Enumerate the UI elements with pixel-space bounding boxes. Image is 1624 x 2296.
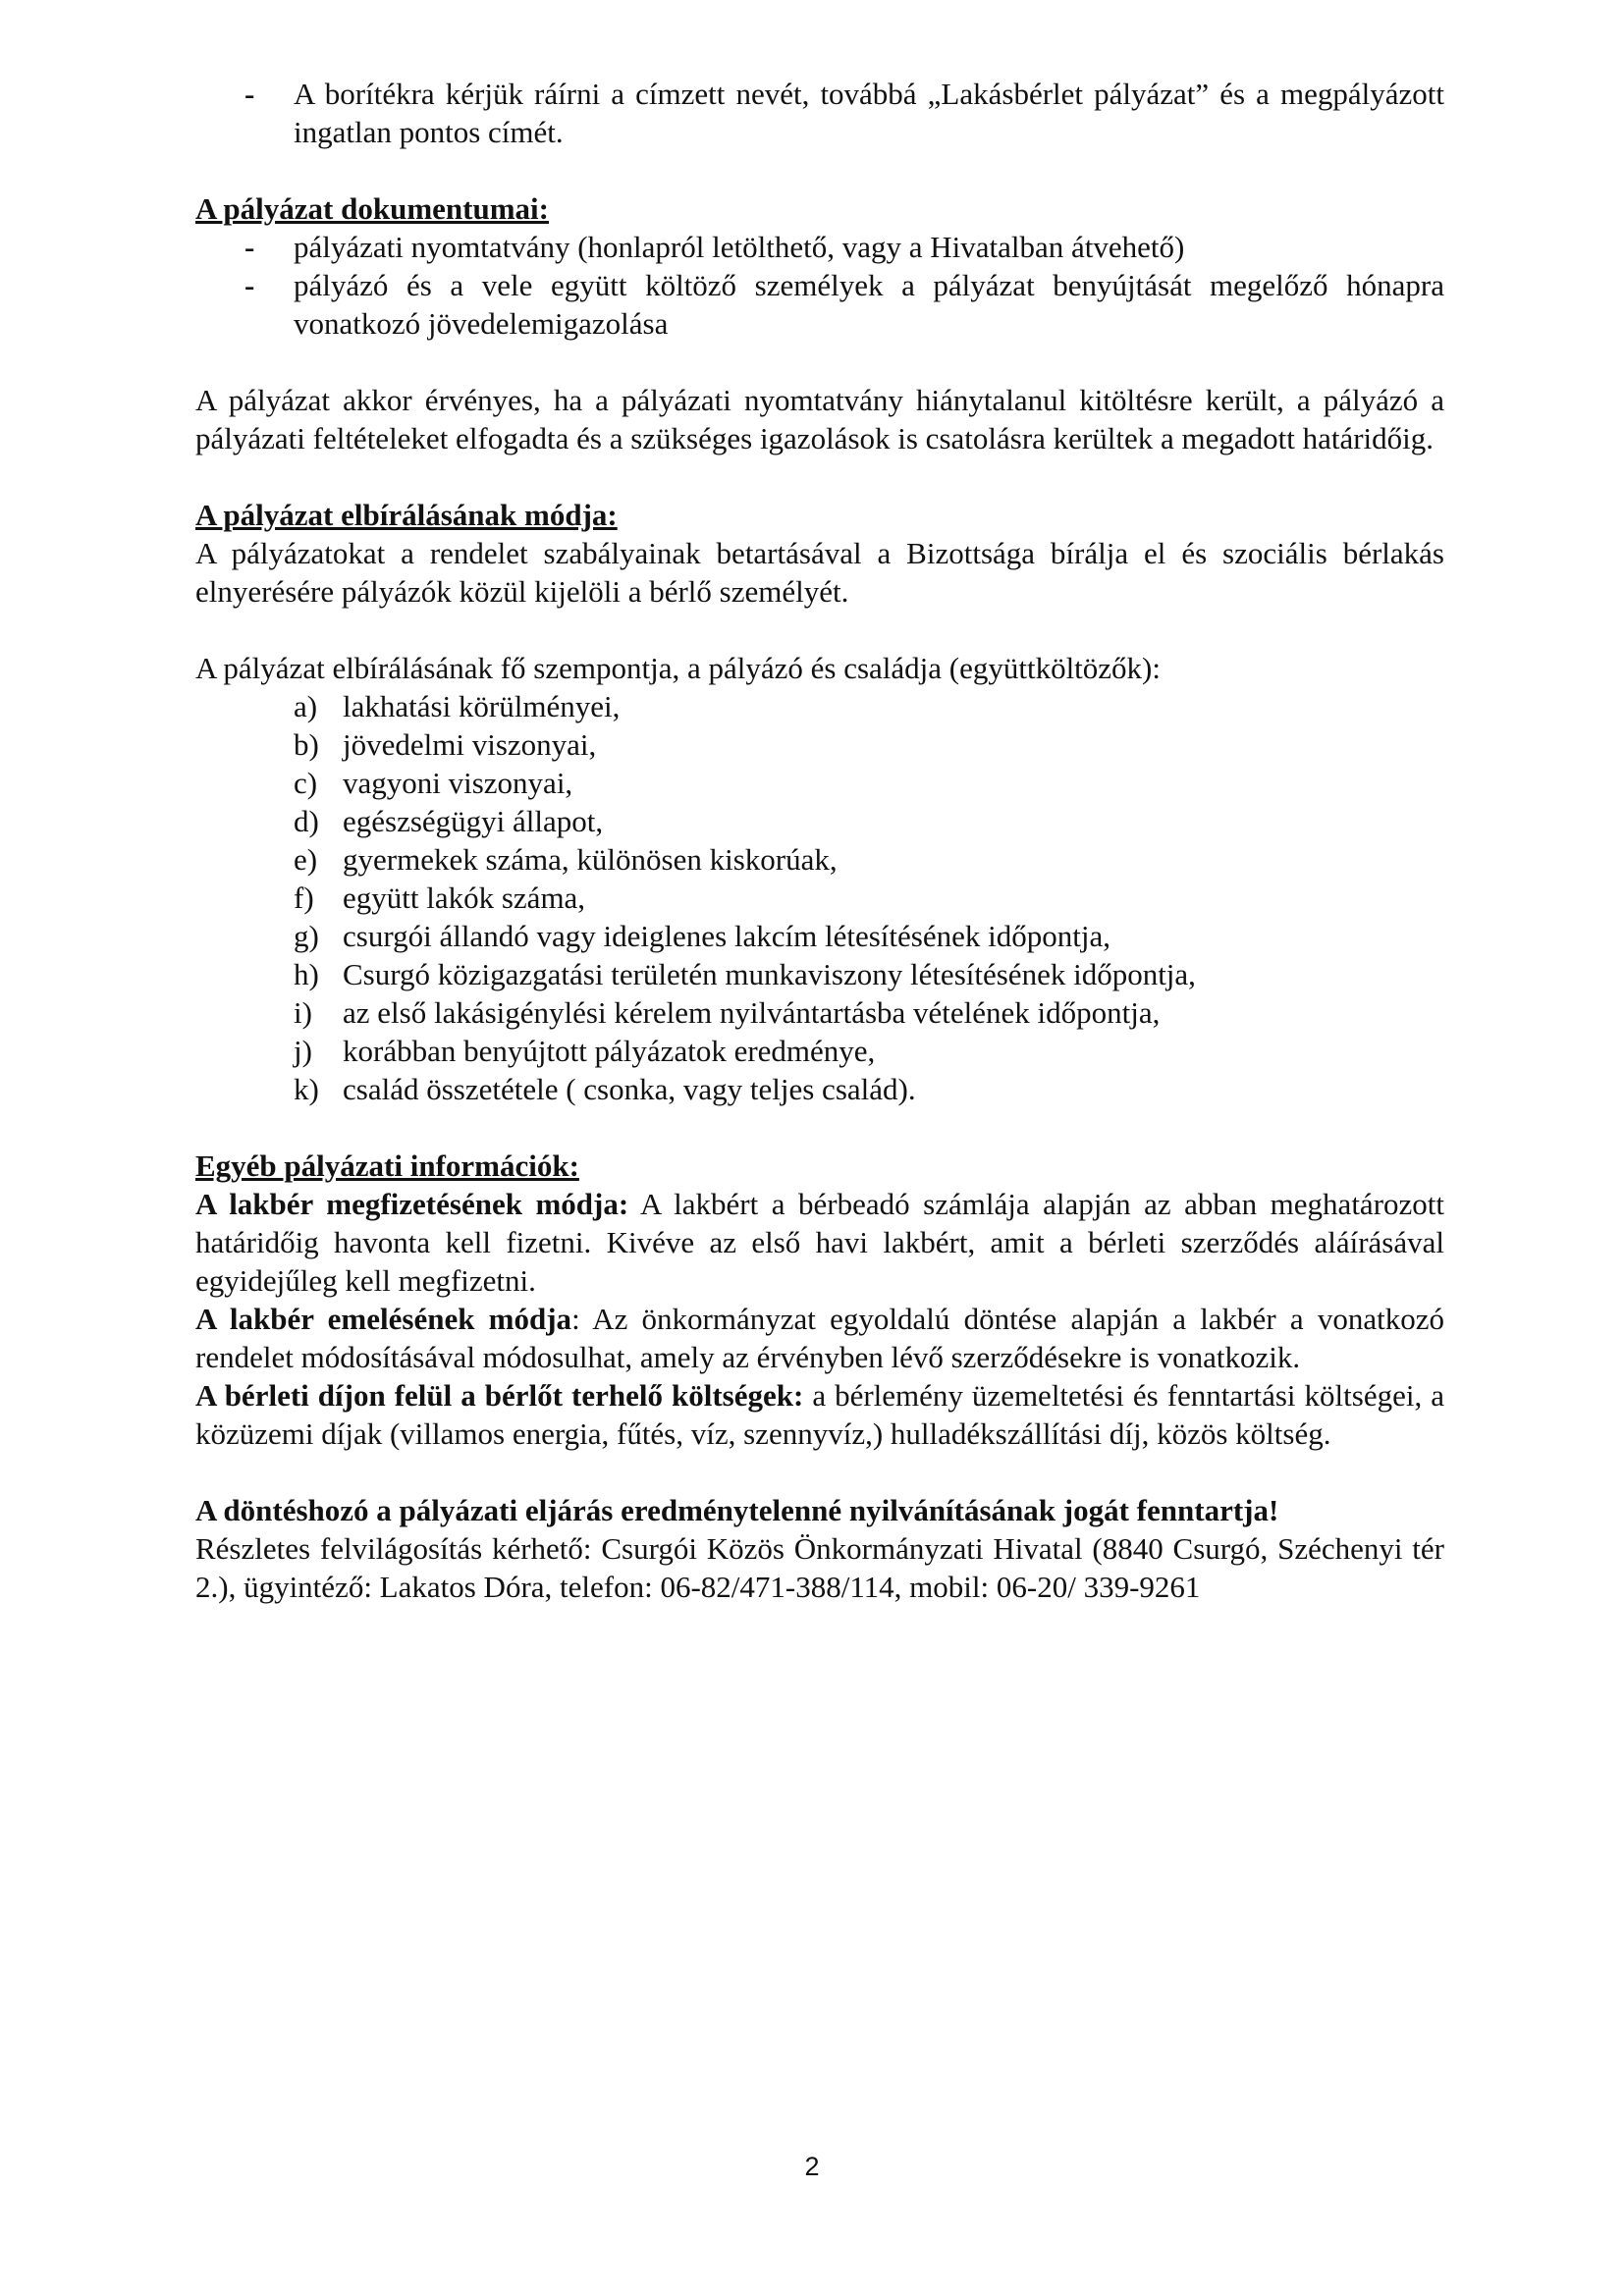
list-item-letter: b) [294, 727, 319, 762]
criteria-list [195, 687, 1444, 1108]
list-item [195, 1070, 1444, 1108]
documents-item [195, 228, 1444, 266]
costs-text: a bérlemény üzemeltetési és fenntartási költségei, a közüzemi díjak (villamos energia, fűtés, víz, szennyvíz,) hulladékszállítási díj, közös költség. [195, 1378, 1444, 1451]
documents-item [195, 266, 1444, 343]
list-item [195, 687, 1444, 725]
list-item [195, 725, 1444, 764]
list-item-text: egészségügyi állapot, [343, 804, 604, 838]
list-item-letter: a) [294, 689, 318, 723]
list-item-letter: j) [294, 1034, 312, 1068]
list-item [195, 1032, 1444, 1070]
list-item [195, 764, 1444, 802]
costs-paragraph [195, 1376, 1444, 1453]
other-info-heading: Egyéb pályázati információk: [195, 1148, 579, 1183]
payment-paragraph [195, 1185, 1444, 1300]
list-item-text: lakhatási körülményei, [343, 689, 621, 723]
documents-item-text: pályázati nyomtatvány (honlapról letölthető, vagy a Hivatalban átvehető) [294, 230, 1185, 264]
list-item-text: csurgói állandó vagy ideiglenes lakcím létesítésének időpontja, [343, 919, 1110, 953]
validity-paragraph: A pályázat akkor érvényes, ha a pályázati nyomtatvány hiánytalanul kitöltésre került, a pályázó a pályázati feltételeket elfogadta és a szükséges igazolások is csatolásra kerültek a megadott határidőig. [195, 383, 1444, 455]
list-item [195, 802, 1444, 840]
increase-label: A lakbér emelésének módja [195, 1302, 572, 1336]
increase-paragraph [195, 1300, 1444, 1376]
bullet-dash: - [244, 268, 255, 302]
criteria-intro: A pályázat elbírálásának fő szempontja, a pályázó és családja (együttköltözők): [195, 651, 1161, 685]
page-number: 2 [804, 2152, 820, 2181]
list-item-text: gyermekek száma, különösen kiskorúak, [343, 842, 838, 877]
list-item-letter: d) [294, 804, 319, 838]
list-item-text: együtt lakók száma, [343, 881, 586, 915]
list-item-letter: e) [294, 842, 318, 877]
payment-label: A lakbér megfizetésének módja: [195, 1187, 629, 1221]
list-item [195, 879, 1444, 917]
documents-heading: A pályázat dokumentumai: [195, 191, 549, 226]
intro-text: A borítékra kérjük ráírni a címzett nevét, továbbá „Lakásbérlet pályázat” és a megpályázott ingatlan pontos címét. [294, 77, 1444, 149]
list-item [195, 917, 1444, 955]
list-item-text: korábban benyújtott pályázatok eredménye, [343, 1034, 876, 1068]
list-item-letter: g) [294, 919, 319, 953]
list-item [195, 955, 1444, 993]
costs-label: A bérleti díjon felül a bérlőt terhelő költségek: [195, 1378, 804, 1413]
list-item-text: család összetétele ( csonka, vagy teljes család). [343, 1072, 916, 1106]
list-item-text: vagyoni viszonyai, [343, 766, 573, 800]
document-page [195, 75, 1444, 1606]
list-item [195, 840, 1444, 879]
list-item [195, 993, 1444, 1032]
evaluation-paragraph: A pályázatokat a rendelet szabályainak betartásával a Bizottsága bírálja el és szociális bérlakás elnyerésére pályázók közül kijelöli a bérlő személyét. [195, 536, 1444, 609]
evaluation-heading: A pályázat elbírálásának módja: [195, 498, 618, 532]
list-item-letter: h) [294, 957, 319, 991]
documents-item-text: pályázó és a vele együtt költöző személyek a pályázat benyújtását megelőző hónapra vonatkozó jövedelemigazolása [294, 268, 1444, 341]
list-item-letter: i) [294, 995, 312, 1030]
list-item-letter: c) [294, 766, 318, 800]
bullet-dash: - [244, 77, 255, 111]
list-item-letter: f) [294, 881, 314, 915]
list-item-letter: k) [294, 1072, 319, 1106]
bullet-dash: - [244, 230, 255, 264]
increase-text: : Az önkormányzat egyoldalú döntése alapján a lakbér a vonatkozó rendelet módosításával módosulhat, amely az érvényben lévő szerződésekre is vonatkozik. [195, 1302, 1444, 1374]
list-item-text: jövedelmi viszonyai, [343, 727, 597, 762]
intro-bullet-item [195, 75, 1444, 151]
closing-statement: A döntéshozó a pályázati eljárás eredménytelenné nyilvánításának jogát fenntartja! [195, 1493, 1279, 1527]
payment-text: A lakbért a bérbeadó számlája alapján az abban meghatározott határidőig havonta kell fizetni. Kivéve az első havi lakbért, amit a bérleti szerződés aláírásával egyidejűleg kell megfizetni. [195, 1187, 1444, 1298]
list-item-text: Csurgó közigazgatási területén munkaviszony létesítésének időpontja, [343, 957, 1196, 991]
list-item-text: az első lakásigénylési kérelem nyilvántartásba vételének időpontja, [343, 995, 1161, 1030]
contact-paragraph: Részletes felvilágosítás kérhető: Csurgói Közös Önkormányzati Hivatal (8840 Csurgó, Széchenyi tér 2.), ügyintéző: Lakatos Dóra, telefon: 06-82/471-388/114, mobil: 06-20/ 339-9261 [195, 1531, 1444, 1604]
